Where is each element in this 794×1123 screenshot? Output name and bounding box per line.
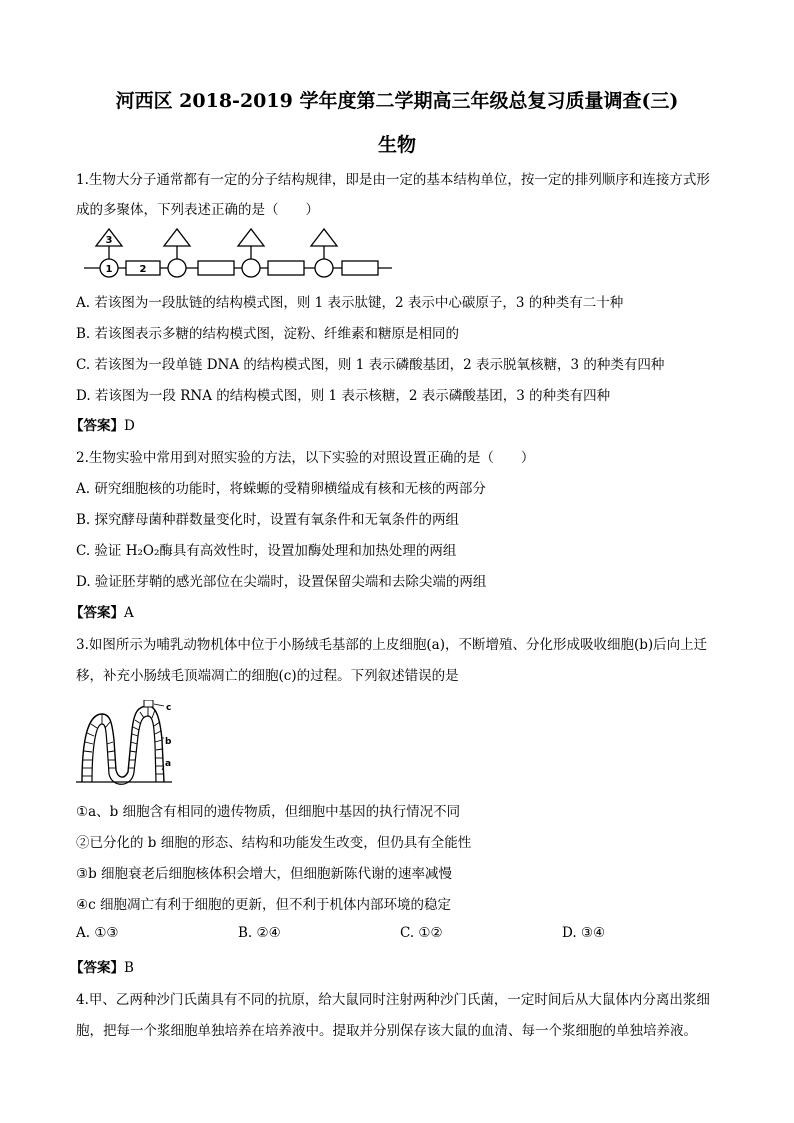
q1-stem-line1: 1.生物大分子通常都有一定的分子结构规律，即是由一定的基本结构单位，按一定的排列顺序和连接方式形 (76, 172, 710, 188)
q4-stem-line2: 胞，把每一个浆细胞单独培养在培养液中。提取并分别保存该大鼠的血清、每一个浆细胞的单独培养液。 (76, 1023, 697, 1039)
q3-statement-4: ④c 细胞凋亡有利于细胞的更新，但不利于机体内部环境的稳定 (76, 897, 451, 913)
q1-answer-label: 【答案】 (70, 418, 124, 434)
q2-stem: 2.生物实验中常用到对照实验的方法，以下实验的对照设置正确的是（ ） (76, 450, 535, 466)
q1-option-d: D. 若该图为一段 RNA 的结构模式图，则 1 表示核糖，2 表示磷酸基团，3 的种类有四种 (76, 388, 611, 404)
subject-title: 生物 (377, 134, 416, 156)
q1-label-1: 1 (105, 264, 113, 275)
q3-choice-a: A. ①③ (76, 925, 119, 941)
q3-choice-c: C. ①② (400, 925, 443, 941)
q1-option-a: A. 若该图为一段肽链的结构模式图，则 1 表示肽键，2 表示中心碳原子，3 的种类有二十种 (76, 295, 624, 311)
q1-label-2: 2 (139, 264, 147, 275)
q1-option-c: C. 若该图为一段单链 DNA 的结构模式图，则 1 表示磷酸基团，2 表示脱氧核糖，3 的种类有四种 (76, 357, 665, 373)
q4-stem-line1: 4.甲、乙两种沙门氏菌具有不同的抗原，给大鼠同时注射两种沙门氏菌，一定时间后从大鼠体内分离出浆细 (76, 992, 710, 1008)
q3-statement-3: ③b 细胞衰老后细胞核体积会增大，但细胞新陈代谢的速率减慢 (76, 866, 453, 882)
q2-answer-value: A (124, 605, 134, 621)
exam-title: 河西区 2018-2019 学年度第二学期高三年级总复习质量调查(三) (115, 90, 679, 112)
q1-option-b: B. 若该图表示多糖的结构模式图，淀粉、纤维素和糖原是相同的 (76, 326, 460, 342)
q3-choice-b: B. ②④ (238, 925, 281, 941)
q3-stem-line1: 3.如图所示为哺乳动物机体中位于小肠绒毛基部的上皮细胞(a)，不断增殖、分化形成吸收细胞(b)后向上迁 (76, 637, 708, 653)
q1-label-3: 3 (105, 235, 113, 246)
q3-answer-value: B (124, 960, 134, 976)
q2-answer (70, 601, 134, 621)
q3-statement-2: ②已分化的 b 细胞的形态、结构和功能发生改变，但仍具有全能性 (76, 835, 472, 851)
q3-label-a: a (165, 759, 172, 769)
q3-answer-label: 【答案】 (70, 960, 124, 976)
q1-answer-value: D (124, 418, 135, 434)
q3-label-c: c (166, 703, 172, 713)
q3-answer (70, 956, 134, 976)
q2-answer-label: 【答案】 (70, 605, 124, 621)
q2-option-c: C. 验证 H₂O₂酶具有高效性时，设置加酶处理和加热处理的两组 (76, 543, 457, 559)
q3-label-b: b (165, 737, 172, 747)
q2-option-a: A. 研究细胞核的功能时，将蝾螈的受精卵横缢成有核和无核的两部分 (76, 481, 486, 497)
q2-option-b: B. 探究酵母菌种群数量变化时，设置有氧条件和无氧条件的两组 (76, 512, 460, 528)
q3-choice-d: D. ③④ (562, 925, 606, 941)
q1-stem-line2: 成的多聚体，下列表述正确的是（ ） (76, 202, 319, 218)
q2-option-d: D. 验证胚芽鞘的感光部位在尖端时，设置保留尖端和去除尖端的两组 (76, 574, 487, 590)
q3-stem-line2: 移，补充小肠绒毛顶端凋亡的细胞(c)的过程。下列叙述错误的是 (76, 668, 459, 684)
q1-polymer-figure (80, 226, 400, 282)
q3-villus-figure (76, 700, 172, 786)
q3-statement-1: ①a、b 细胞含有相同的遗传物质，但细胞中基因的执行情况不同 (76, 804, 461, 820)
q1-answer (70, 414, 135, 434)
